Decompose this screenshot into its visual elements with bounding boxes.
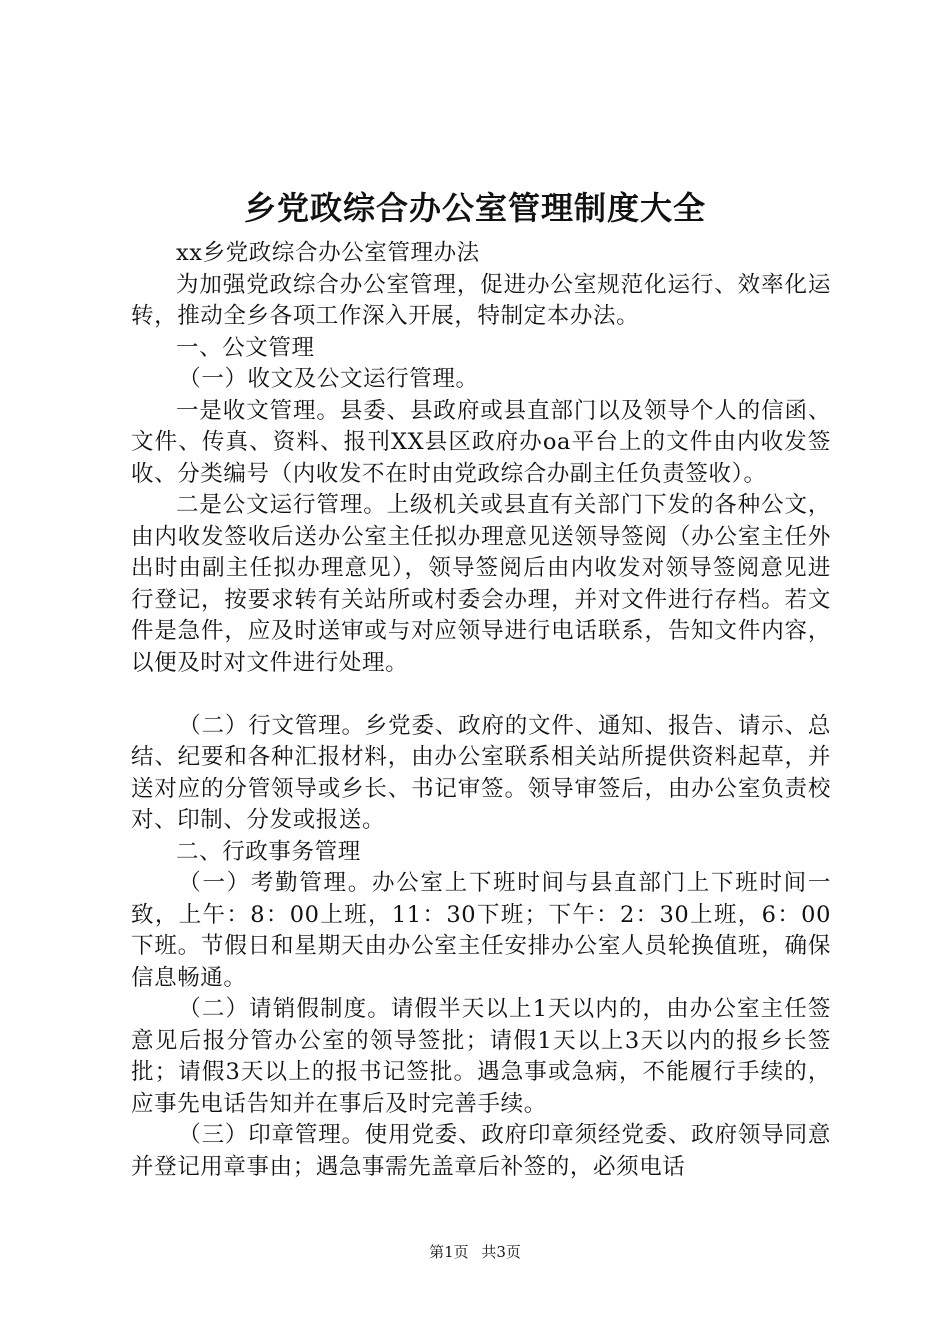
paragraph-receiving-management: 一是收文管理。县委、县政府或县直部门以及领导个人的信函、文件、传真、资料、报刊XX县区政府办oa平台上的文件由内收发签收、分类编号（内收发不在时由党政综合办副主任负责签收）。 [131,397,831,487]
paragraph-document-flow: 二是公文运行管理。上级机关或县直有关部门下发的各种公文，由内收发签收后送办公室主任拟办理意见送领导签阅（办公室主任外出时由副主任拟办理意见），领导签阅后由内收发对领导签阅意见进行登记，按要求转有关站所或村委会办理，并对文件进行存档。若文件是急件，应及时送审或与对应领导进行电话联系，告知文件内容，以便及时对文件进行处理。 [131,492,831,676]
paragraph-leave-policy: （二）请销假制度。请假半天以上1天以内的，由办公室主任签意见后报分管办公室的领导签批；请假1天以上3天以内的报乡长签批；请假3天以上的报书记签批。遇急事或急病，不能履行手续的，应事先电话告知并在事后及时完善手续。 [131,996,831,1117]
section-heading-document-management: 一、公文管理 [176,334,315,361]
document-title: 乡党政综合办公室管理制度大全 [243,189,706,227]
paragraph-attendance: （一）考勤管理。办公室上下班时间与县直部门上下班时间一致，上午：8：00上班，11：30下班；下午：2：30上班，6：00下班。节假日和星期天由办公室主任安排办公室人员轮换值班，确保信息畅通。 [131,870,831,991]
paragraph-issuing-management: （二）行文管理。乡党委、政府的文件、通知、报告、请示、总结、纪要和各种汇报材料，由办公室联系相关站所提供资料起草，并送对应的分管领导或乡长、书记审签。领导审签后，由办公室负责校对、印制、分发或报送。 [131,712,831,833]
page-number: 第1页 [429,1243,469,1261]
subsection-heading-receiving: （一）收文及公文运行管理。 [178,366,479,392]
paragraph-intro: 为加强党政综合办公室管理，促进办公室规范化运行、效率化运转，推动全乡各项工作深入开展，特制定本办法。 [131,271,831,329]
page-footer [0,1242,950,1262]
section-heading-admin-affairs: 二、行政事务管理 [176,838,361,865]
document-body [131,238,831,1183]
paragraph-subtitle: xx乡党政综合办公室管理办法 [176,240,480,266]
page-total: 共3页 [481,1243,521,1261]
paragraph-seal-management: （三）印章管理。使用党委、政府印章须经党委、政府领导同意并登记用章事由；遇急事需先盖章后补签的，必须电话 [131,1122,831,1180]
